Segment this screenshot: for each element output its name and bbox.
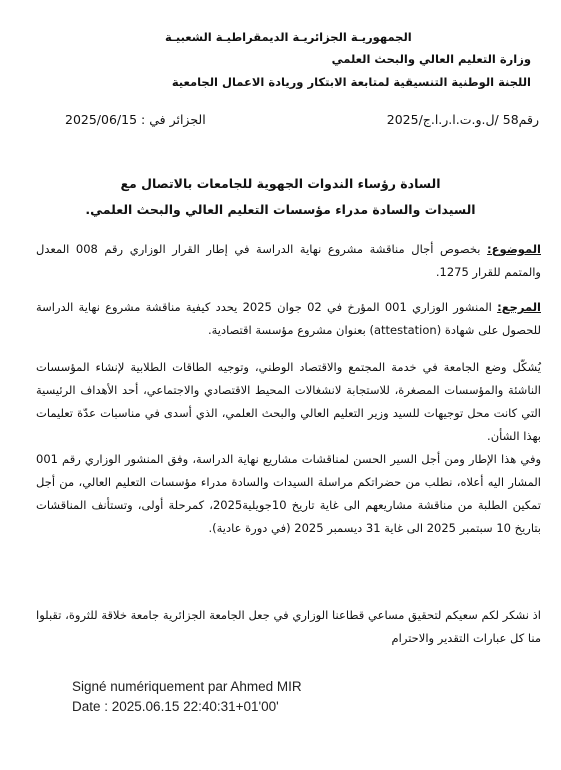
republic-header: الجمهوريـة الجزائريـة الديمقراطيـة الشعبيـة bbox=[165, 30, 412, 44]
place-date: الجزائر في : 2025/06/15 bbox=[65, 112, 206, 127]
body-paragraph-2: وفي هذا الإطار ومن أجل السير الحسن لمناقشات مشاريع نهاية الدراسة، وفق المنشور الوزاري رقم 001 المشار اليه أعلاه، نطلب من حضراتكم مراسلة السيدات والسادة مدراء مؤسسات التعليم العالي، من أجل تمكين الطلبة من مناقشة مشاريعهم الى غاية تاريخ 10جويلية2025، كمرحلة أولى، وتستأنف المناقشات بتاريخ 10 سبتمبر 2025 الى غاية 31 ديسمبر 2025 (في دورة عادية). bbox=[36, 452, 541, 535]
reference-label: المرجع: bbox=[497, 300, 541, 314]
digital-signature-line: Signé numériquement par Ahmed MIR bbox=[72, 679, 302, 694]
ministry-header: وزارة التعليم العالي والبحث العلمي bbox=[331, 52, 531, 66]
subject-text: بخصوص أجال مناقشة مشروع نهاية الدراسة في إطار القرار الوزاري رقم 008 المعدل والمتمم للقرار 1275. bbox=[36, 242, 541, 279]
body-paragraph-1: يُشكّل وضع الجامعة في خدمة المجتمع والاقتصاد الوطني، وتوجيه الطاقات الطلابية لإنشاء المؤسسات الناشئة والمؤسسات المصغرة، للاستجابة لانشغالات المحيط الاقتصادي والاجتماعي، أحد الأهداف الرئيسية التي كانت محل توجيهات للسيد وزير التعليم العالي والبحث العلمي، الذي أسدى في مناسبات عدّة تعليمات بهذا الشأن. bbox=[36, 360, 541, 443]
reference-text: المنشور الوزاري 001 المؤرخ في 02 جوان 2025 يحدد كيفية مناقشة مشروع نهاية الدراسة للحصول على شهادة (attestation) بعنوان مشروع مؤسسة اقتصادية. bbox=[36, 300, 541, 337]
committee-header: اللجنة الوطنية التنسيقية لمتابعة الابتكار وريادة الاعمال الجامعية bbox=[171, 75, 531, 89]
closing-paragraph: اذ نشكر لكم سعيكم لتحقيق مساعي قطاعنا الوزاري في جعل الجامعة الجزائرية جامعة خلاقة للثروة، تقبلوا منا كل عبارات التقدير والاحترام bbox=[36, 608, 541, 645]
addressee-line-2: السيدات والسادة مدراء مؤسسات التعليم العالي والبحث العلمي. bbox=[85, 202, 476, 217]
reference-paragraph bbox=[36, 296, 541, 342]
signature-date: Date : 2025.06.15 22:40:31+01'00' bbox=[72, 699, 279, 714]
subject-label: الموضوع: bbox=[487, 242, 541, 256]
subject-paragraph bbox=[36, 238, 541, 284]
reference-number: رقم58 /ل.و.ت.ا.ر.ا.ج/2025 bbox=[386, 112, 539, 127]
addressee-line-1: السادة رؤساء الندوات الجهوية للجامعات بالاتصال مع bbox=[120, 176, 441, 191]
